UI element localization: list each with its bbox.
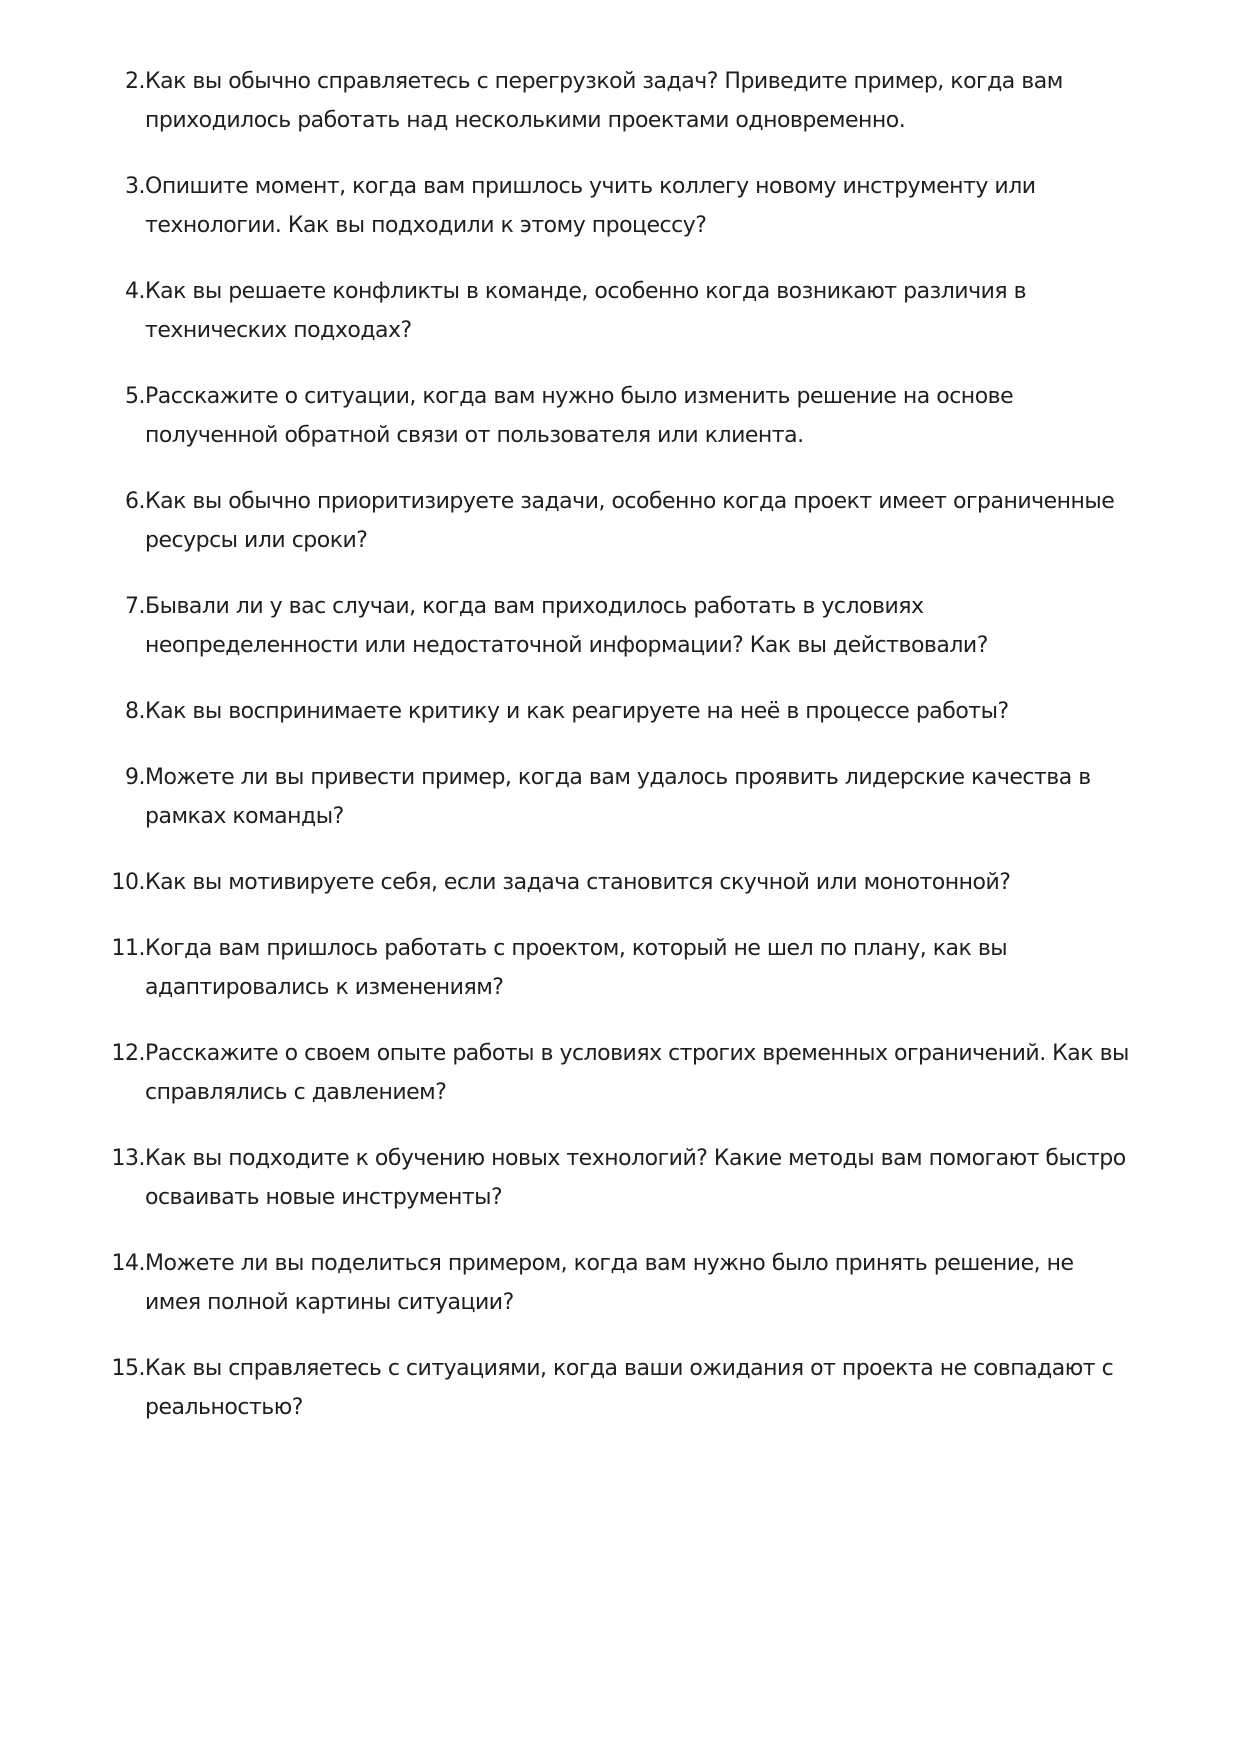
item-text: Опишите момент, когда вам пришлось учить коллегу новому инструменту или технологии. Как вы подходили к этому процессу? [145,174,1036,238]
item-number: 13. [111,1146,145,1171]
item-text: Как вы подходите к обучению новых технологий? Какие методы вам помогают быстро осваивать новые инструменты? [145,1146,1126,1210]
list-item [100,758,1160,836]
item-number: 4. [125,279,145,304]
list-item [100,377,1160,455]
item-text: Как вы мотивируете себя, если задача становится скучной или монотонной? [145,870,1011,895]
item-text: Когда вам пришлось работать с проектом, который не шел по плану, как вы адаптировались к изменениям? [145,936,1008,1000]
item-number: 11. [111,936,145,961]
item-text: Как вы обычно приоритизируете задачи, особенно когда проект имеет ограниченные ресурсы или сроки? [145,489,1115,553]
list-item [100,1244,1160,1322]
item-number: 5. [125,384,145,409]
item-number: 12. [111,1041,145,1066]
item-text: Расскажите о своем опыте работы в условиях строгих временных ограничений. Как вы справлялись с давлением? [145,1041,1129,1105]
list-item [100,929,1160,1007]
list-item [100,1139,1160,1217]
item-text: Можете ли вы привести пример, когда вам удалось проявить лидерские качества в рамках команды? [145,765,1091,829]
item-number: 9. [125,765,145,790]
item-number: 15. [111,1356,145,1381]
list-item [100,167,1160,245]
item-number: 3. [125,174,145,199]
item-text: Как вы решаете конфликты в команде, особенно когда возникают различия в технических подходах? [145,279,1027,343]
list-item [100,587,1160,665]
list-item [100,1034,1160,1112]
item-text: Бывали ли у вас случаи, когда вам приходилось работать в условиях неопределенности или недостаточной информации? Как вы действовали? [145,594,988,658]
item-text: Можете ли вы поделиться примером, когда вам нужно было принять решение, не имея полной картины ситуации? [145,1251,1074,1315]
item-number: 8. [125,699,145,724]
item-number: 2. [125,69,145,94]
item-number: 14. [111,1251,145,1276]
item-text: Как вы справляетесь с ситуациями, когда ваши ожидания от проекта не совпадают с реальностью? [145,1356,1114,1420]
list-item [100,482,1160,560]
item-number: 10. [111,870,145,895]
item-number: 6. [125,489,145,514]
list-item [100,863,1160,902]
item-number: 7. [125,594,145,619]
list-item [100,62,1160,140]
list-item [100,1349,1160,1427]
item-text: Как вы обычно справляетесь с перегрузкой задач? Приведите пример, когда вам приходилось работать над несколькими проектами одновременно. [145,69,1063,133]
list-item [100,692,1160,731]
item-text: Расскажите о ситуации, когда вам нужно было изменить решение на основе полученной обратной связи от пользователя или клиента. [145,384,1014,448]
item-text: Как вы воспринимаете критику и как реагируете на неё в процессе работы? [145,699,1009,724]
question-list [100,62,1160,1454]
list-item [100,272,1160,350]
